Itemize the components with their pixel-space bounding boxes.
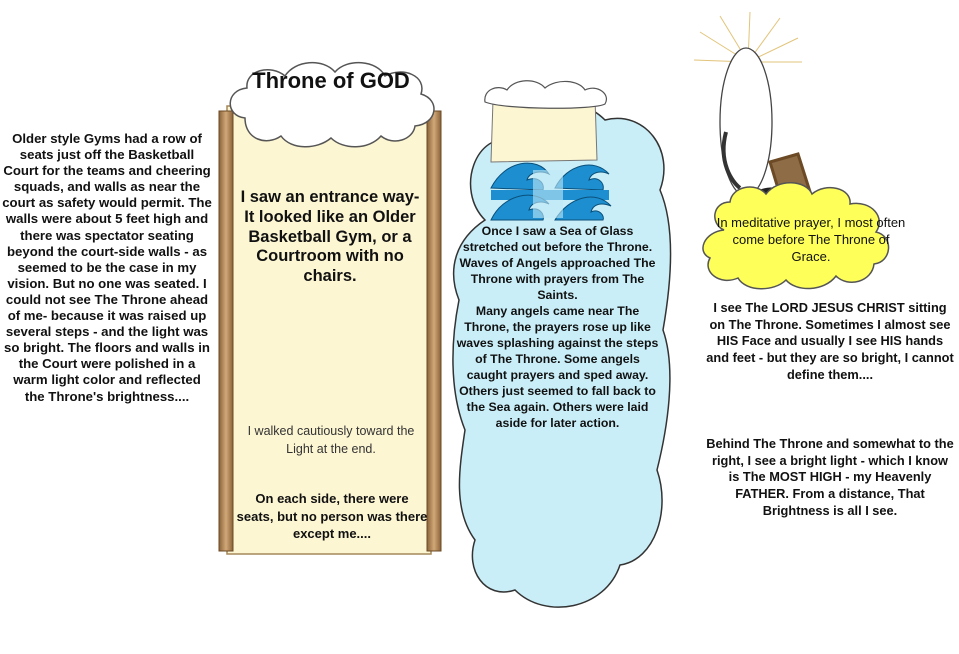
waves-icon — [491, 163, 611, 220]
scroll-right-rod — [427, 111, 441, 551]
gym-description-text: Older style Gyms had a row of seats just off the Basketball Court for the teams and cheering squads, and walls as near the court as safety would permit. The walls were about 5 feet high and there was spectator seating beyond the court-side walls - as seemed to be the case in my vision. But no one was seated. I could not see The Throne ahead of me- because it was raised up several steps - and the light was so bright. The floors and walls in the Court were polished in a warm light color and reflected the Throne's brightness.... — [2, 131, 212, 404]
most-high-text: Behind The Throne and somewhat to the right, I see a bright light - which I know is The MOST HIGH - my Heavenly FATHER. From a distance, That Brightness is all I see. — [706, 436, 954, 518]
sea-text-part-1: Once I saw a Sea of Glass stretched out before the Throne. Waves of Angels approached The Throne with prayers from The Saints. — [459, 224, 656, 302]
throne-box-cloud-top — [485, 81, 607, 109]
walked-toward-light-note: I walked cautiously toward the Light at the end. — [247, 424, 415, 456]
scroll-left-rod — [219, 111, 233, 551]
scroll-title: Throne of GOD — [252, 68, 410, 93]
entrance-description: I saw an entrance way- It looked like an Older Basketball Gym, or a Courtroom with no chairs. — [240, 188, 420, 286]
lord-jesus-text: I see The LORD JESUS CHRIST sitting on The Throne. Sometimes I almost see HIS Face and usually I see HIS hands and feet - but they are so bright, I cannot define them.... — [706, 300, 954, 382]
scroll-parchment — [227, 106, 431, 554]
seats-description: On each side, there were seats, but no person was there except me.... — [236, 491, 428, 542]
sea-of-glass-text — [455, 224, 660, 432]
grace-cloud-text: In meditative prayer, I most often come before The Throne of Grace. — [716, 215, 906, 264]
sea-text-part-2: Many angels came near The Throne, the prayers rose up like waves splashing against the steps of The Throne. Some angels caught prayers and sped away. Others just seemed to fall back to the Sea again. Others were laid aside for later action. — [456, 303, 659, 430]
